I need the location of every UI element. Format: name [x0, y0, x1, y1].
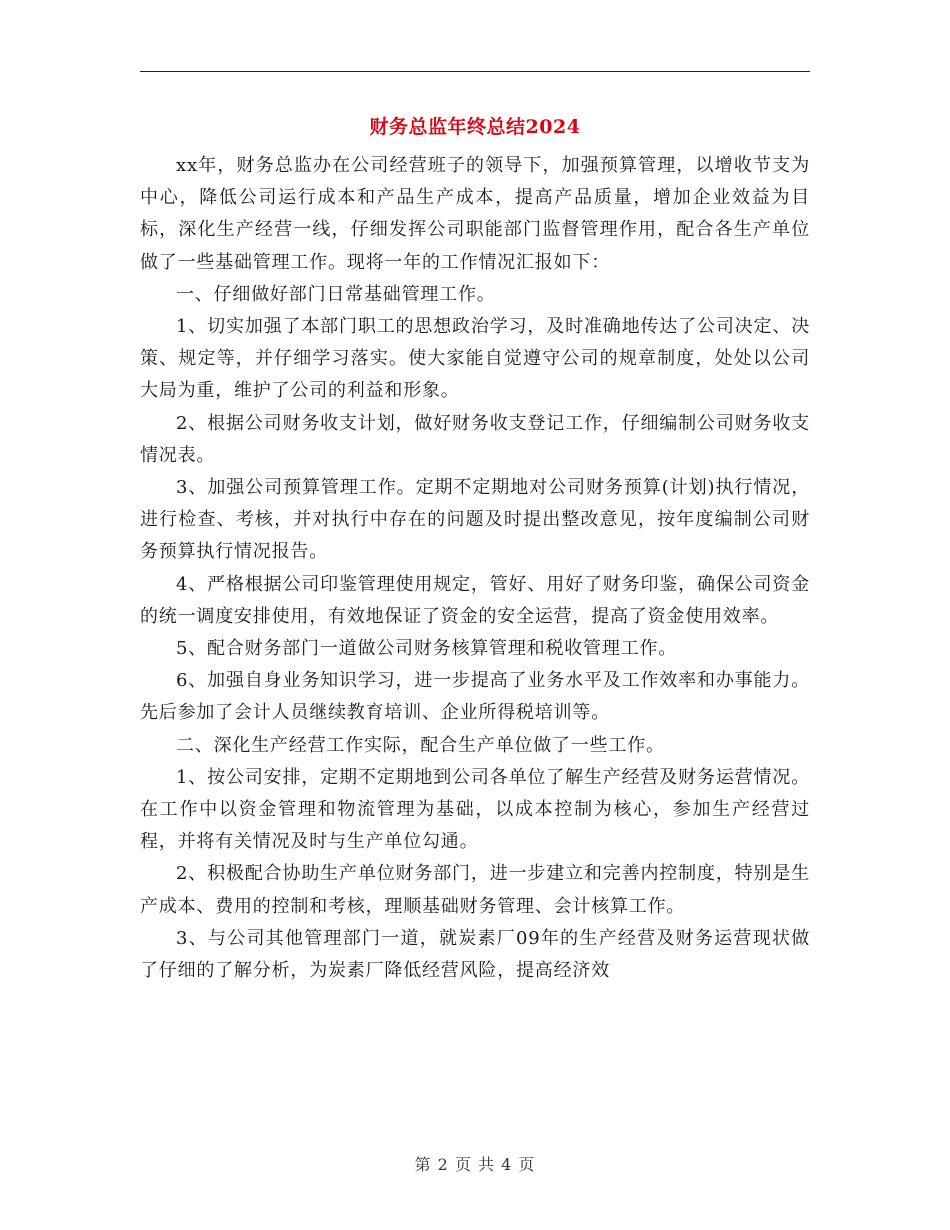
paragraph-item: 1、切实加强了本部门职工的思想政治学习，及时准确地传达了公司决定、决策、规定等，并仔细学习落实。使大家能自觉遵守公司的规章制度，处处以公司大局为重，维护了公司的利益和形象。	[140, 316, 810, 402]
paragraph-item: 1、按公司安排，定期不定期地到公司各单位了解生产经营及财务运营情况。在工作中以资金管理和物流管理为基础，以成本控制为核心，参加生产经营过程，并将有关情况及时与生产单位勾通。	[140, 766, 810, 853]
paragraph-item: 4、严格根据公司印鉴管理使用规定，管好、用好了财务印鉴，确保公司资金的统一调度安排使用，有效地保证了资金的安全运营，提高了资金使用效率。	[140, 573, 810, 627]
header-rule	[140, 71, 810, 72]
paragraph-item: 3、加强公司预算管理工作。定期不定期地对公司财务预算(计划)执行情况，进行检查、考核，并对执行中存在的问题及时提出整改意见，按年度编制公司财务预算执行情况报告。	[140, 477, 810, 563]
paragraph-item: 5、配合财务部门一道做公司财务核算管理和税收管理工作。	[176, 638, 678, 660]
paragraph-item: 3、与公司其他管理部门一道，就炭素厂09年的生产经营及财务运营现状做了仔细的了解分析，为炭素厂降低经营风险，提高经济效	[140, 927, 810, 982]
section-heading-2: 二、深化生产经营工作实际，配合生产单位做了一些工作。	[176, 734, 665, 756]
document-title: 财务总监年终总结2024	[369, 116, 581, 138]
document-body	[140, 150, 810, 987]
paragraph-intro: xx年，财务总监办在公司经营班子的领导下，加强预算管理，以增收节支为中心，降低公司运行成本和产品生产成本，提高产品质量，增加企业效益为目标，深化生产经营一线，仔细发挥公司职能部门监督管理作用，配合各生产单位做了一些基础管理工作。现将一年的工作情况汇报如下：	[140, 155, 810, 273]
paragraph-item: 2、积极配合协助生产单位财务部门，进一步建立和完善内控制度，特别是生产成本、费用的控制和考核，理顺基础财务管理、会计核算工作。	[140, 863, 810, 917]
page-number: 第 2 页 共 4 页	[414, 1155, 536, 1174]
section-heading-1: 一、仔细做好部门日常基础管理工作。	[176, 283, 496, 305]
paragraph-item: 2、根据公司财务收支计划，做好财务收支登记工作，仔细编制公司财务收支情况表。	[140, 412, 810, 466]
paragraph-item: 6、加强自身业务知识学习，进一步提高了业务水平及工作效率和办事能力。先后参加了会计人员继续教育培训、企业所得税培训等。	[140, 670, 810, 724]
